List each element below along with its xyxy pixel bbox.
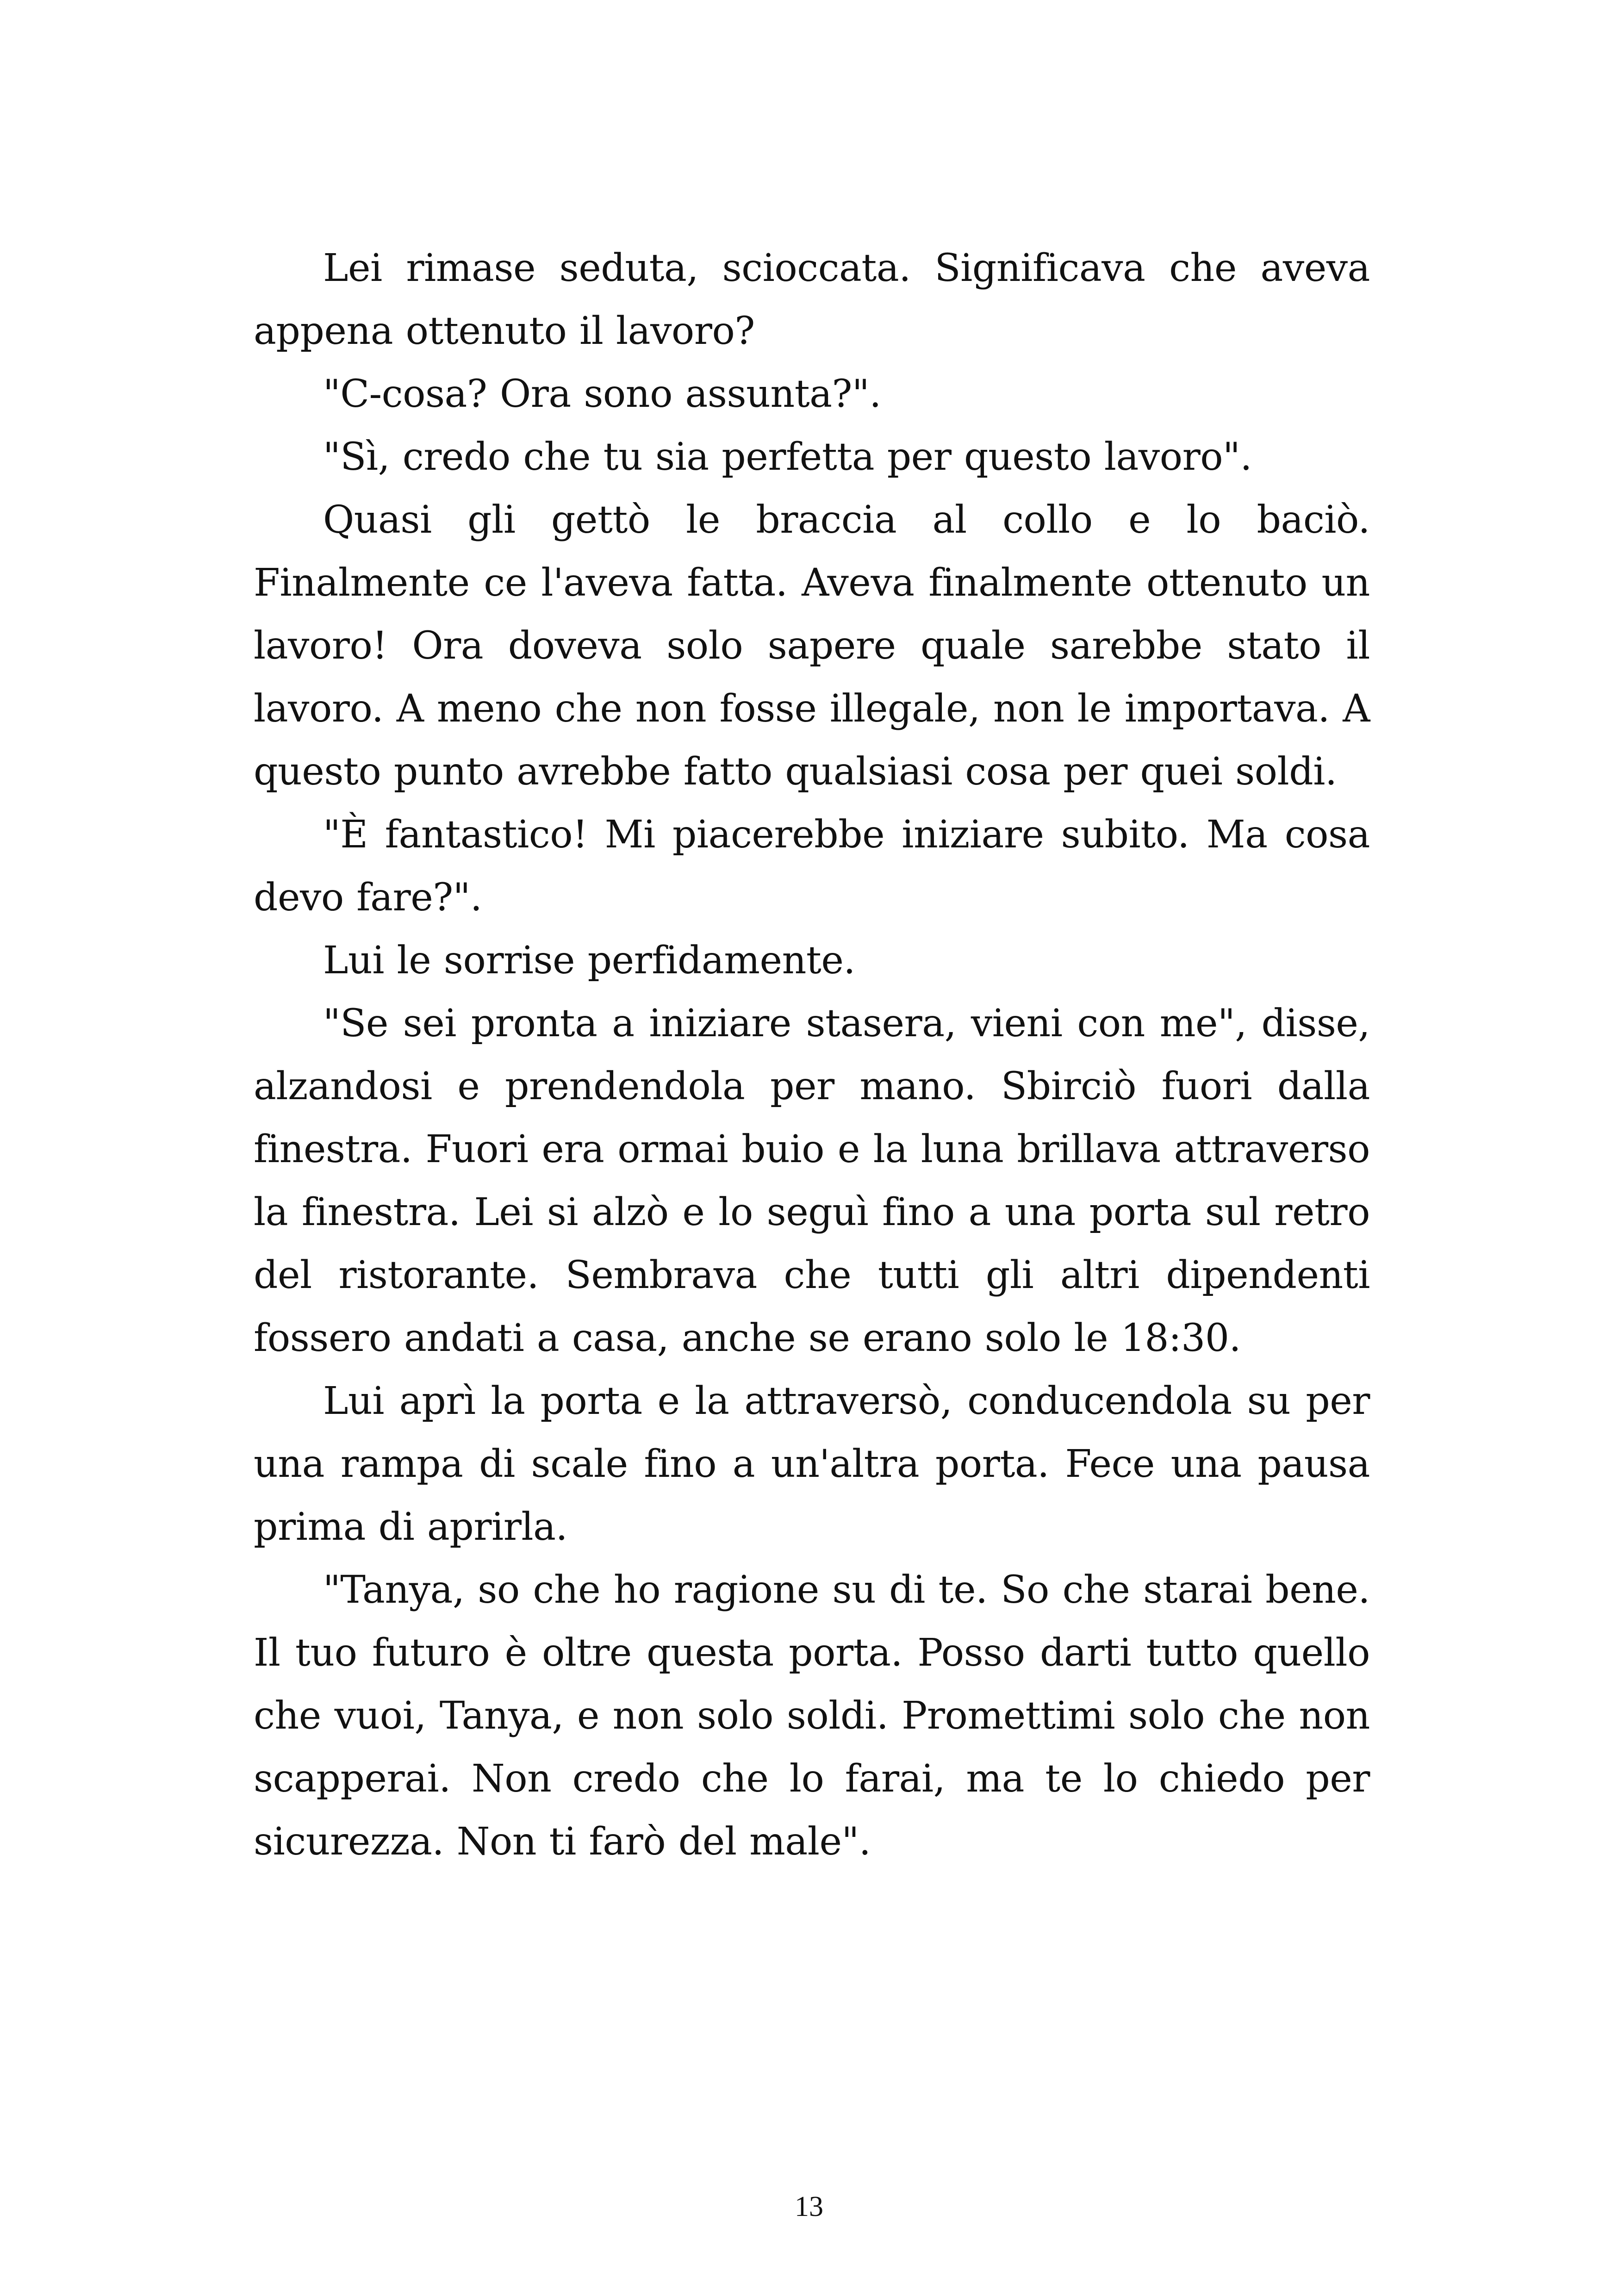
body-text <box>254 237 1370 1873</box>
paragraph: Lei rimase seduta, scioccata. Significava che aveva appena ottenuto il lavoro? <box>254 246 1370 353</box>
paragraph: "C-cosa? Ora sono assunta?". <box>323 372 881 416</box>
paragraph: "Tanya, so che ho ragione su di te. So che starai bene. Il tuo futuro è oltre questa porta. Posso darti tutto quello che vuoi, Tanya, e non solo soldi. Promettimi solo che non scapperai. Non credo che lo farai, ma te lo chiedo per sicurezza. Non ti farò del male". <box>254 1568 1370 1864</box>
paragraph: "Sì, credo che tu sia perfetta per questo lavoro". <box>323 435 1252 479</box>
paragraph: Lui aprì la porta e la attraversò, conducendola su per una rampa di scale fino a un'altra porta. Fece una pausa prima di aprirla. <box>254 1379 1370 1549</box>
paragraph: Quasi gli gettò le braccia al collo e lo baciò. Finalmente ce l'aveva fatta. Aveva finalmente ottenuto un lavoro! Ora doveva solo sapere quale sarebbe stato il lavoro. A meno che non fosse illegale, non le importava. A questo punto avrebbe fatto qualsiasi cosa per quei soldi. <box>254 498 1370 794</box>
paragraph: "È fantastico! Mi piacerebbe iniziare subito. Ma cosa devo fare?". <box>254 813 1370 920</box>
paragraph: "Se sei pronta a iniziare stasera, vieni con me", disse, alzandosi e prendendola per mano. Sbirciò fuori dalla finestra. Fuori era ormai buio e la luna brillava attraverso la finestra. Lei si alzò e lo seguì fino a una porta sul retro del ristorante. Sembrava che tutti gli altri dipendenti fossero andati a casa, anche se erano solo le 18:30. <box>254 1002 1370 1360</box>
page-number: 13 <box>795 2191 823 2222</box>
paragraph: Lui le sorrise perfidamente. <box>323 939 855 983</box>
